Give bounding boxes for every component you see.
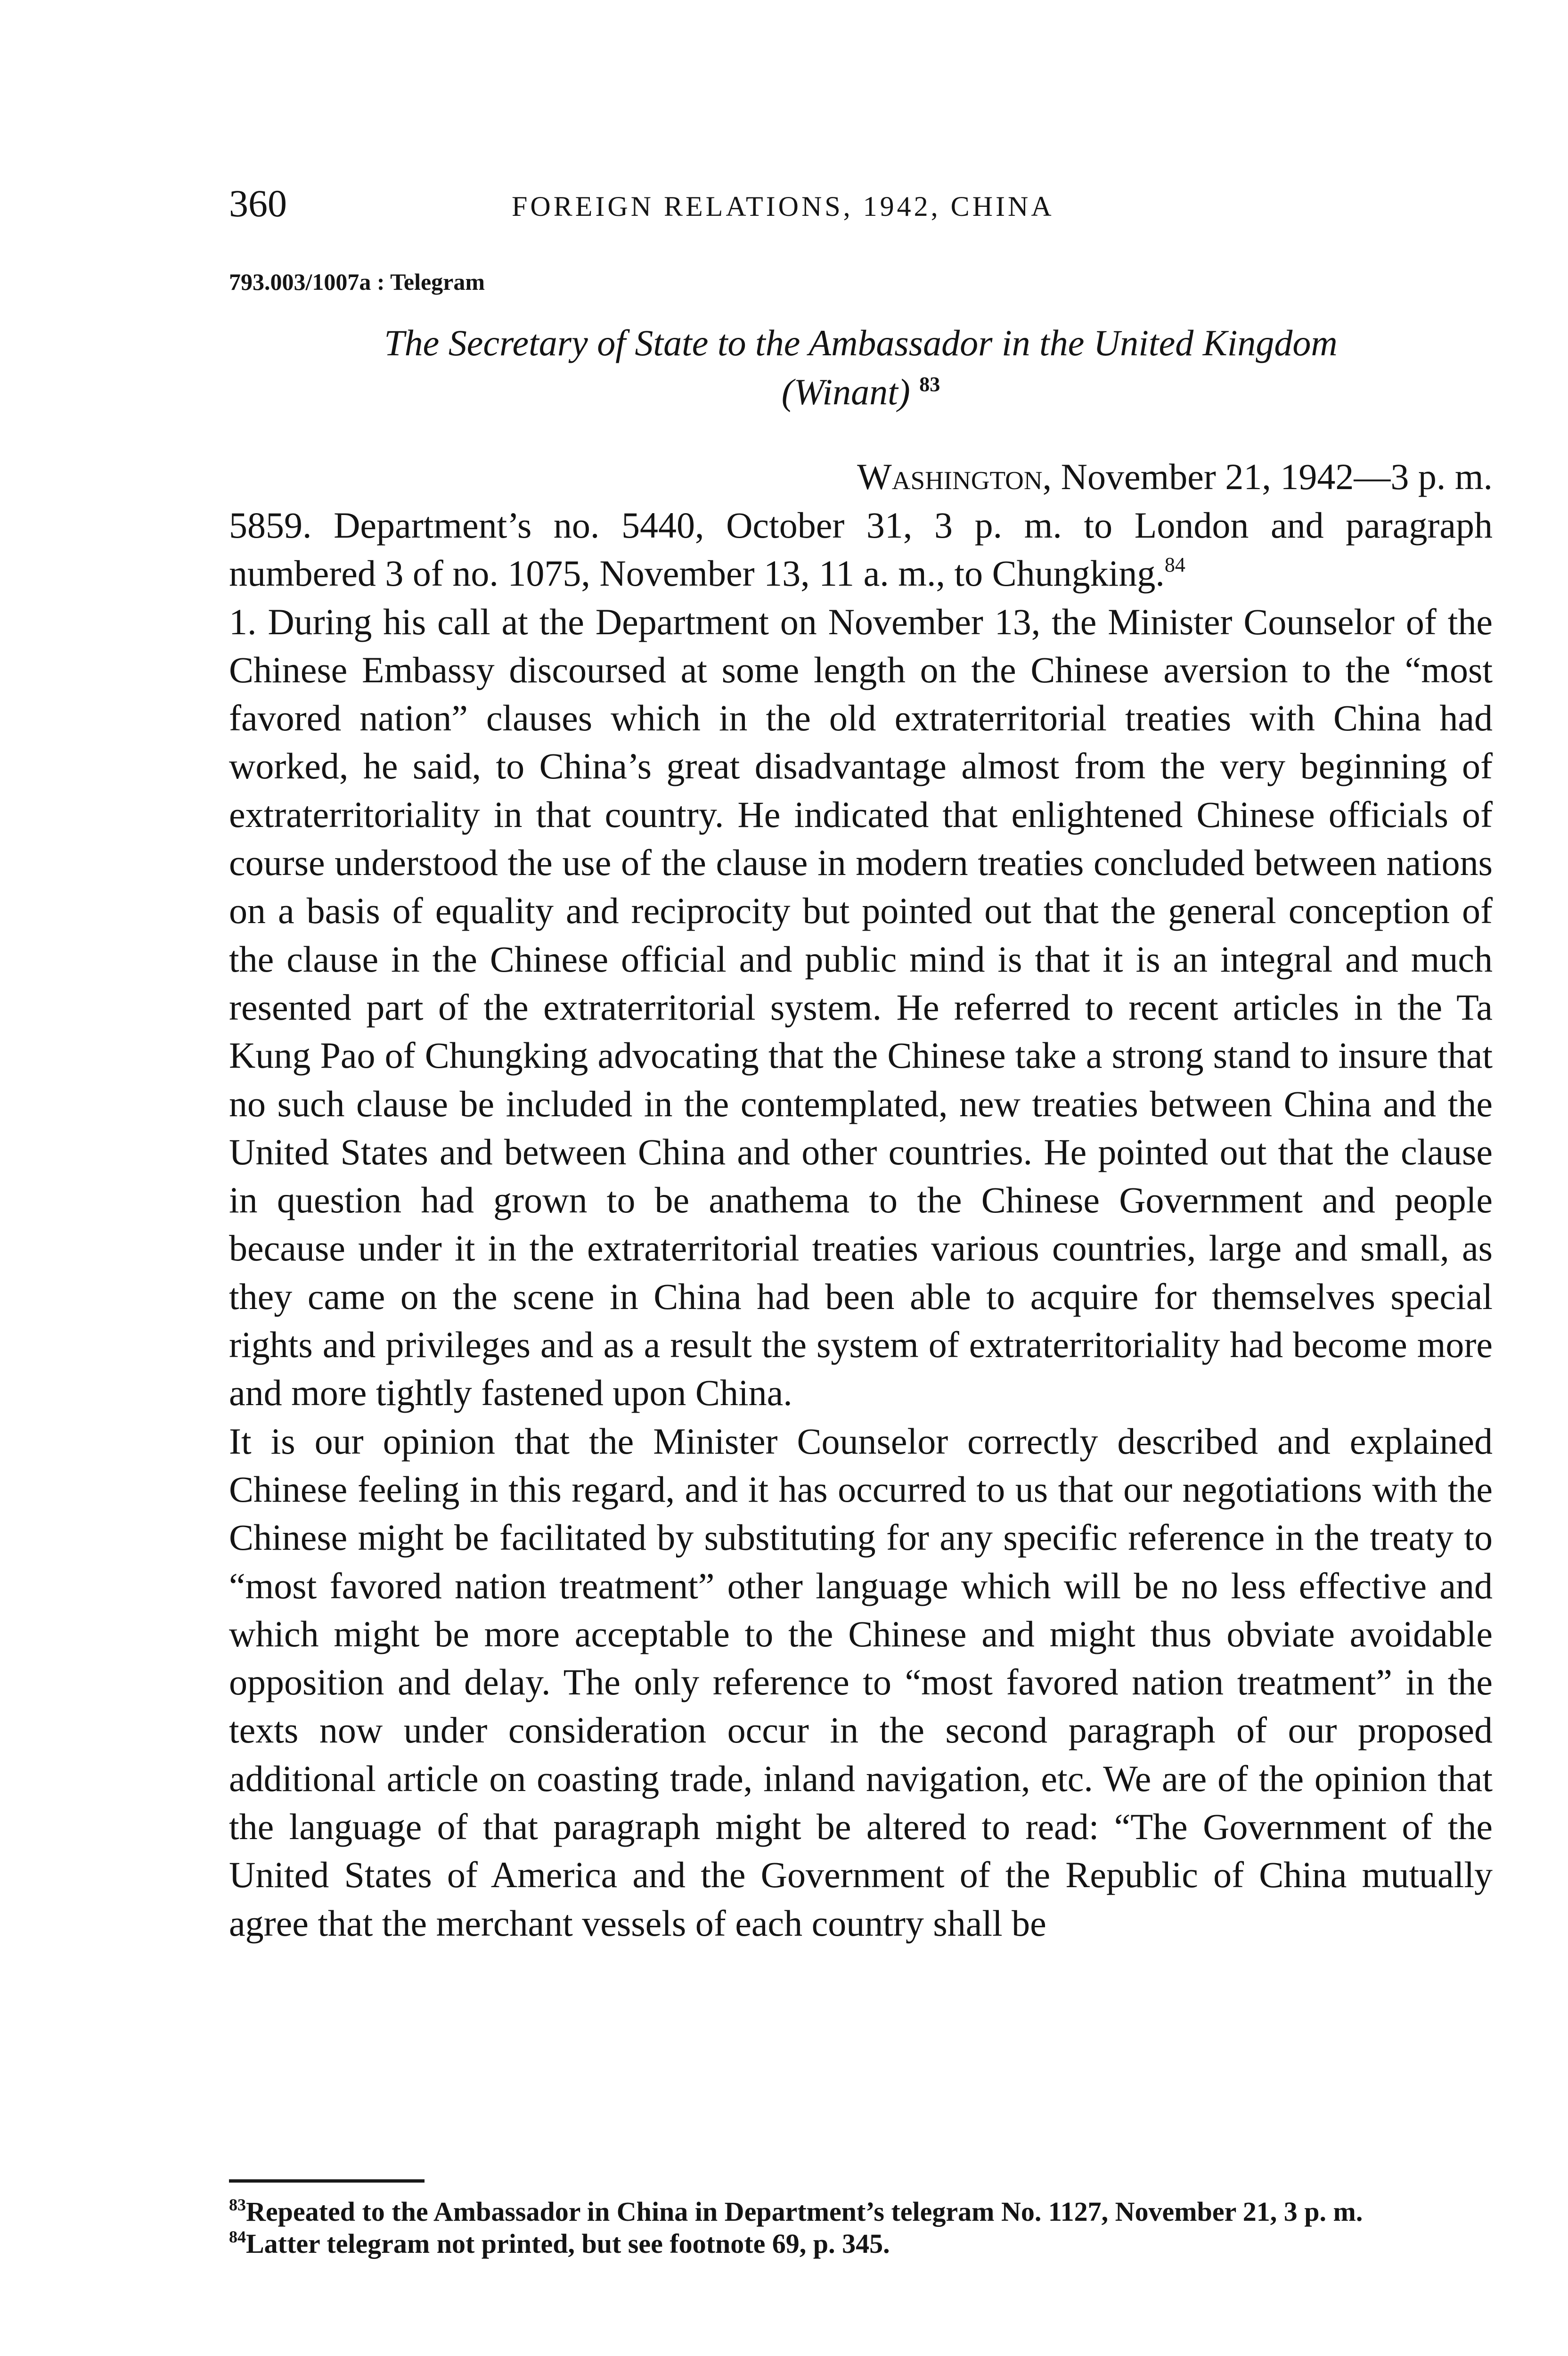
intro-footnote-ref: 84 (1164, 553, 1185, 577)
running-head: FOREIGN RELATIONS, 1942, CHINA (512, 191, 1054, 222)
footnote-divider (229, 2179, 425, 2183)
title-footnote-ref: 83 (919, 373, 940, 396)
footnotes (229, 2196, 1493, 2260)
page-number: 360 (229, 182, 287, 225)
footnote-84 (229, 2228, 1493, 2260)
intro-paragraph (229, 501, 1493, 598)
intro-text: 5859. Department’s no. 5440, October 31, 3 p. m. to London and paragraph numbered 3 of no. 1075, November 13, 11 a. m., to Chungking. (229, 505, 1493, 594)
title-line-1: The Secretary of State to the Ambassador in the United Kingdom (384, 322, 1338, 363)
title-recipient-name: (Winant) (781, 371, 910, 412)
footnote-84-text: Latter telegram not printed, but see footnote 69, p. 345. (246, 2228, 890, 2259)
document-title (229, 319, 1493, 417)
dateline (229, 452, 1493, 501)
page-header (229, 180, 1493, 232)
footnote-84-mark: 84 (229, 2227, 246, 2246)
telegram-body (229, 501, 1493, 1947)
footnote-83 (229, 2196, 1493, 2228)
footnote-83-mark: 83 (229, 2195, 246, 2214)
dateline-date: November 21, 1942—3 p. m. (1052, 456, 1493, 497)
footnote-83-text: Repeated to the Ambassador in China in Department’s telegram No. 1127, November 21, 3 p. m. (246, 2196, 1363, 2227)
file-reference: 793.003/1007a : Telegram (229, 269, 485, 295)
title-line-2 (229, 368, 1493, 417)
body-paragraph-2: It is our opinion that the Minister Counselor correctly described and explained Chinese feeling in this regard, and it has occurred to us that our negotiations with the Chinese might be facilitated by substituting for any specific reference in the treaty to “most favored nation treatment” other language which will be no less effective and which might be more acceptable to the Chinese and might thus obviate avoidable opposition and delay. The only reference to “most favored nation treatment” in the texts now under consideration occur in the second paragraph of our proposed additional article on coasting trade, inland navigation, etc. We are of the opinion that the language of that paragraph might be altered to read: “The Government of the United States of America and the Government of the Republic of China mutually agree that the merchant vessels of each country shall be (229, 1420, 1493, 1944)
body-paragraph-1: 1. During his call at the Department on November 13, the Minister Counselor of the Chinese Embassy discoursed at some length on the Chinese aversion to the “most favored nation” clauses which in the old extraterritorial treaties with China had worked, he said, to China’s great disadvantage almost from the very beginning of extraterritoriality in that country. He indicated that enlightened Chinese officials of course understood the use of the clause in modern treaties concluded between nations on a basis of equality and reciprocity but pointed out that the general conception of the clause in the Chinese official and public mind is that it is an integral and much resented part of the extraterritorial system. He referred to recent articles in the Ta Kung Pao of Chungking advocating that the Chinese take a strong stand to insure that no such clause be included in the contemplated, new treaties between China and the United States and between China and other countries. He pointed out that the clause in question had grown to be anathema to the Chinese Government and people because under it in the extraterritorial treaties various countries, large and small, as they came on the scene in China had been able to acquire for themselves special rights and privileges and as a result the system of extraterritoriality had become more and more tightly fastened upon China. (229, 601, 1493, 1414)
dateline-place: Washington, (857, 456, 1052, 497)
